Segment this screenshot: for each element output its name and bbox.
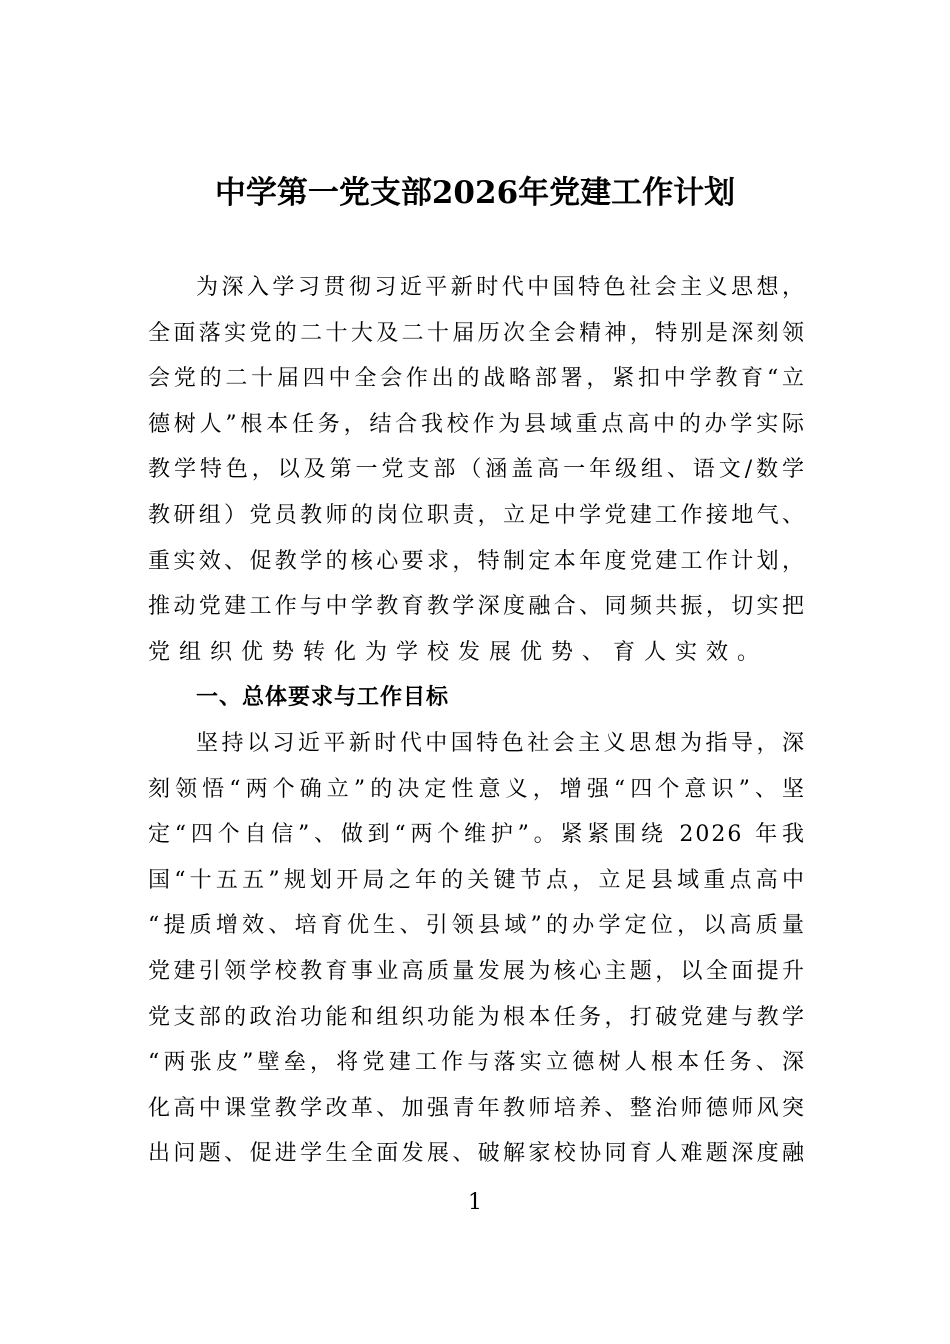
text-line: 教研组）党员教师的岗位职责，立足中学党建工作接地气、 <box>148 502 806 528</box>
text-line: 全面落实党的二十大及二十届历次全会精神，特别是深刻领 <box>148 320 806 346</box>
page-number: 1 <box>468 1190 482 1215</box>
document-title: 中学第一党支部2026年党建工作计划 <box>214 175 736 211</box>
text-line: 定“四个自信”、做到“两个维护”。紧紧围绕 2026 年我 <box>148 822 806 848</box>
document-body <box>148 265 806 1177</box>
text-line: “提质增效、培育优生、引领县域”的办学定位，以高质量 <box>148 913 806 939</box>
section-heading: 一、总体要求与工作目标 <box>196 685 450 711</box>
intro-paragraph <box>148 265 806 675</box>
text-line: 化高中课堂教学改革、加强青年教师培养、整治师德师风突 <box>148 1095 806 1121</box>
text-line: 国“十五五”规划开局之年的关键节点，立足县域重点高中 <box>148 867 806 893</box>
text-line: 教学特色，以及第一党支部（涵盖高一年级组、语文/数学 <box>148 457 806 483</box>
text-line: 党支部的政治功能和组织功能为根本任务，打破党建与教学 <box>148 1004 806 1030</box>
text-line: 推动党建工作与中学教育教学深度融合、同频共振，切实把 <box>148 594 806 620</box>
text-line: 刻领悟“两个确立”的决定性意义，增强“四个意识”、坚 <box>148 776 806 802</box>
text-line: 坚持以习近平新时代中国特色社会主义思想为指导，深 <box>196 730 806 756</box>
text-line: 重实效、促教学的核心要求，特制定本年度党建工作计划， <box>148 548 806 574</box>
text-line: 为深入学习贯彻习近平新时代中国特色社会主义思想， <box>196 275 806 300</box>
text-line: 党组织优势转化为学校发展优势、育人实效。 <box>148 639 769 665</box>
text-line: 德树人”根本任务，结合我校作为县域重点高中的办学实际 <box>148 411 806 437</box>
text-line: 会党的二十届四中全会作出的战略部署，紧扣中学教育“立 <box>148 366 806 392</box>
text-line: 出问题、促进学生全面发展、破解家校协同育人难题深度融 <box>148 1141 806 1167</box>
text-line: “两张皮”壁垒，将党建工作与落实立德树人根本任务、深 <box>148 1050 806 1076</box>
section-paragraph <box>148 721 806 1177</box>
text-line: 党建引领学校教育事业高质量发展为核心主题，以全面提升 <box>148 958 806 984</box>
